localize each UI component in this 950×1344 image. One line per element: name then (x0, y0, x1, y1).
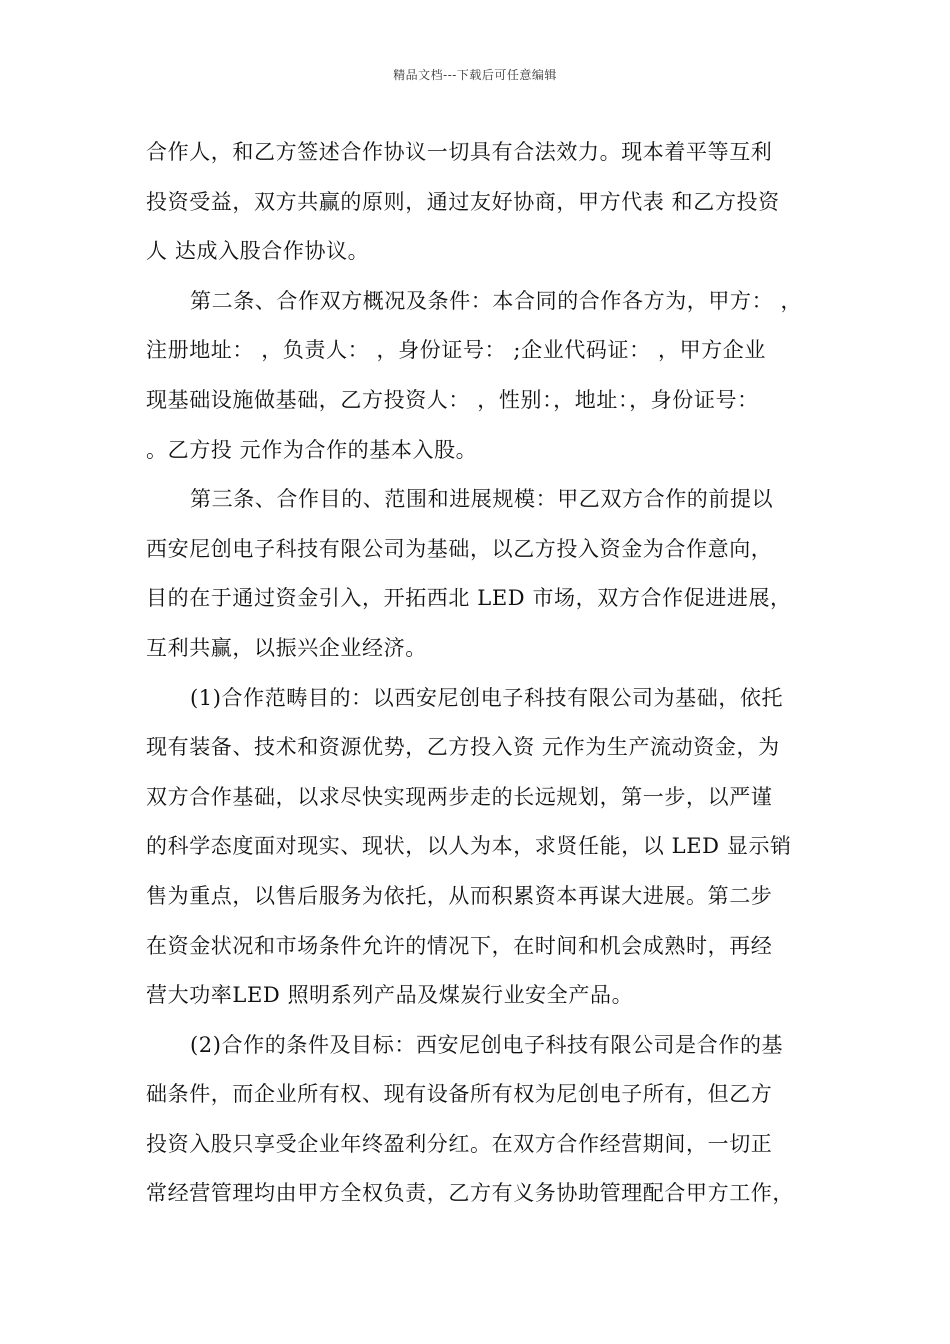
clause-2-heading-line: (2)合作的条件及目标：西安尼创电子科技有限公司是合作的基 (190, 1032, 784, 1057)
document-body (146, 132, 822, 1223)
text-line: 西安尼创电子科技有限公司为基础，以乙方投入资金为合作意向， (146, 536, 773, 561)
text-line: 合作人，和乙方签述合作协议一切具有合法效力。现本着平等互利 (146, 140, 773, 164)
text-line: 的科学态度面对现实、现状，以人为本，求贤任能，以 LED 显示销 (146, 834, 792, 859)
text-line: 。乙方投 元作为合作的基本入股。 (146, 437, 478, 462)
text-line: 人 达成入股合作协议。 (146, 239, 370, 264)
text-line: 营大功率LED 照明系列产品及煤炭行业安全产品。 (146, 983, 634, 1008)
text-line: 现有装备、技术和资源优势，乙方投入资 元作为生产流动资金，为 (146, 735, 780, 760)
text-line: 现基础设施做基础，乙方投资人： ，性别：，地址：，身份证号： (146, 387, 759, 412)
text-line: 在资金状况和市场条件允许的情况下，在时间和机会成熟时，再经 (146, 933, 773, 958)
page-header: 精品文档---下载后可任意编辑 (393, 68, 557, 82)
clause-1-heading-line: (1)合作范畴目的：以西安尼创电子科技有限公司为基础，依托 (190, 685, 784, 710)
text-line: 互利共赢，以振兴企业经济。 (146, 635, 427, 660)
text-line: 售为重点，以售后服务为依托，从而积累资本再谋大进展。第二步 (146, 883, 773, 908)
text-line: 础条件，而企业所有权、现有设备所有权为尼创电子所有，但乙方 (146, 1082, 773, 1107)
article-3-heading-line: 第三条、合作目的、范围和进展规模：甲乙双方合作的前提以 (190, 487, 774, 512)
text-line: 常经营管理均由甲方全权负责，乙方有义务协助管理配合甲方工作， (146, 1181, 794, 1206)
text-line: 注册地址： ，负责人： ，身份证号： ;企业代码证： ，甲方企业 (146, 338, 766, 363)
text-line: 目的在于通过资金引入，开拓西北 LED 市场，双方合作促进进展， (146, 586, 792, 611)
text-line: 投资受益，双方共赢的原则，通过友好协商，甲方代表 和乙方投资 (146, 189, 780, 214)
text-line: 投资入股只享受企业年终盈利分红。在双方合作经营期间，一切正 (146, 1131, 773, 1156)
text-line: 双方合作基础，以求尽快实现两步走的长远规划，第一步，以严谨 (146, 784, 773, 809)
article-2-heading-line: 第二条、合作双方概况及条件：本合同的合作各方为，甲方： ， (190, 288, 803, 313)
